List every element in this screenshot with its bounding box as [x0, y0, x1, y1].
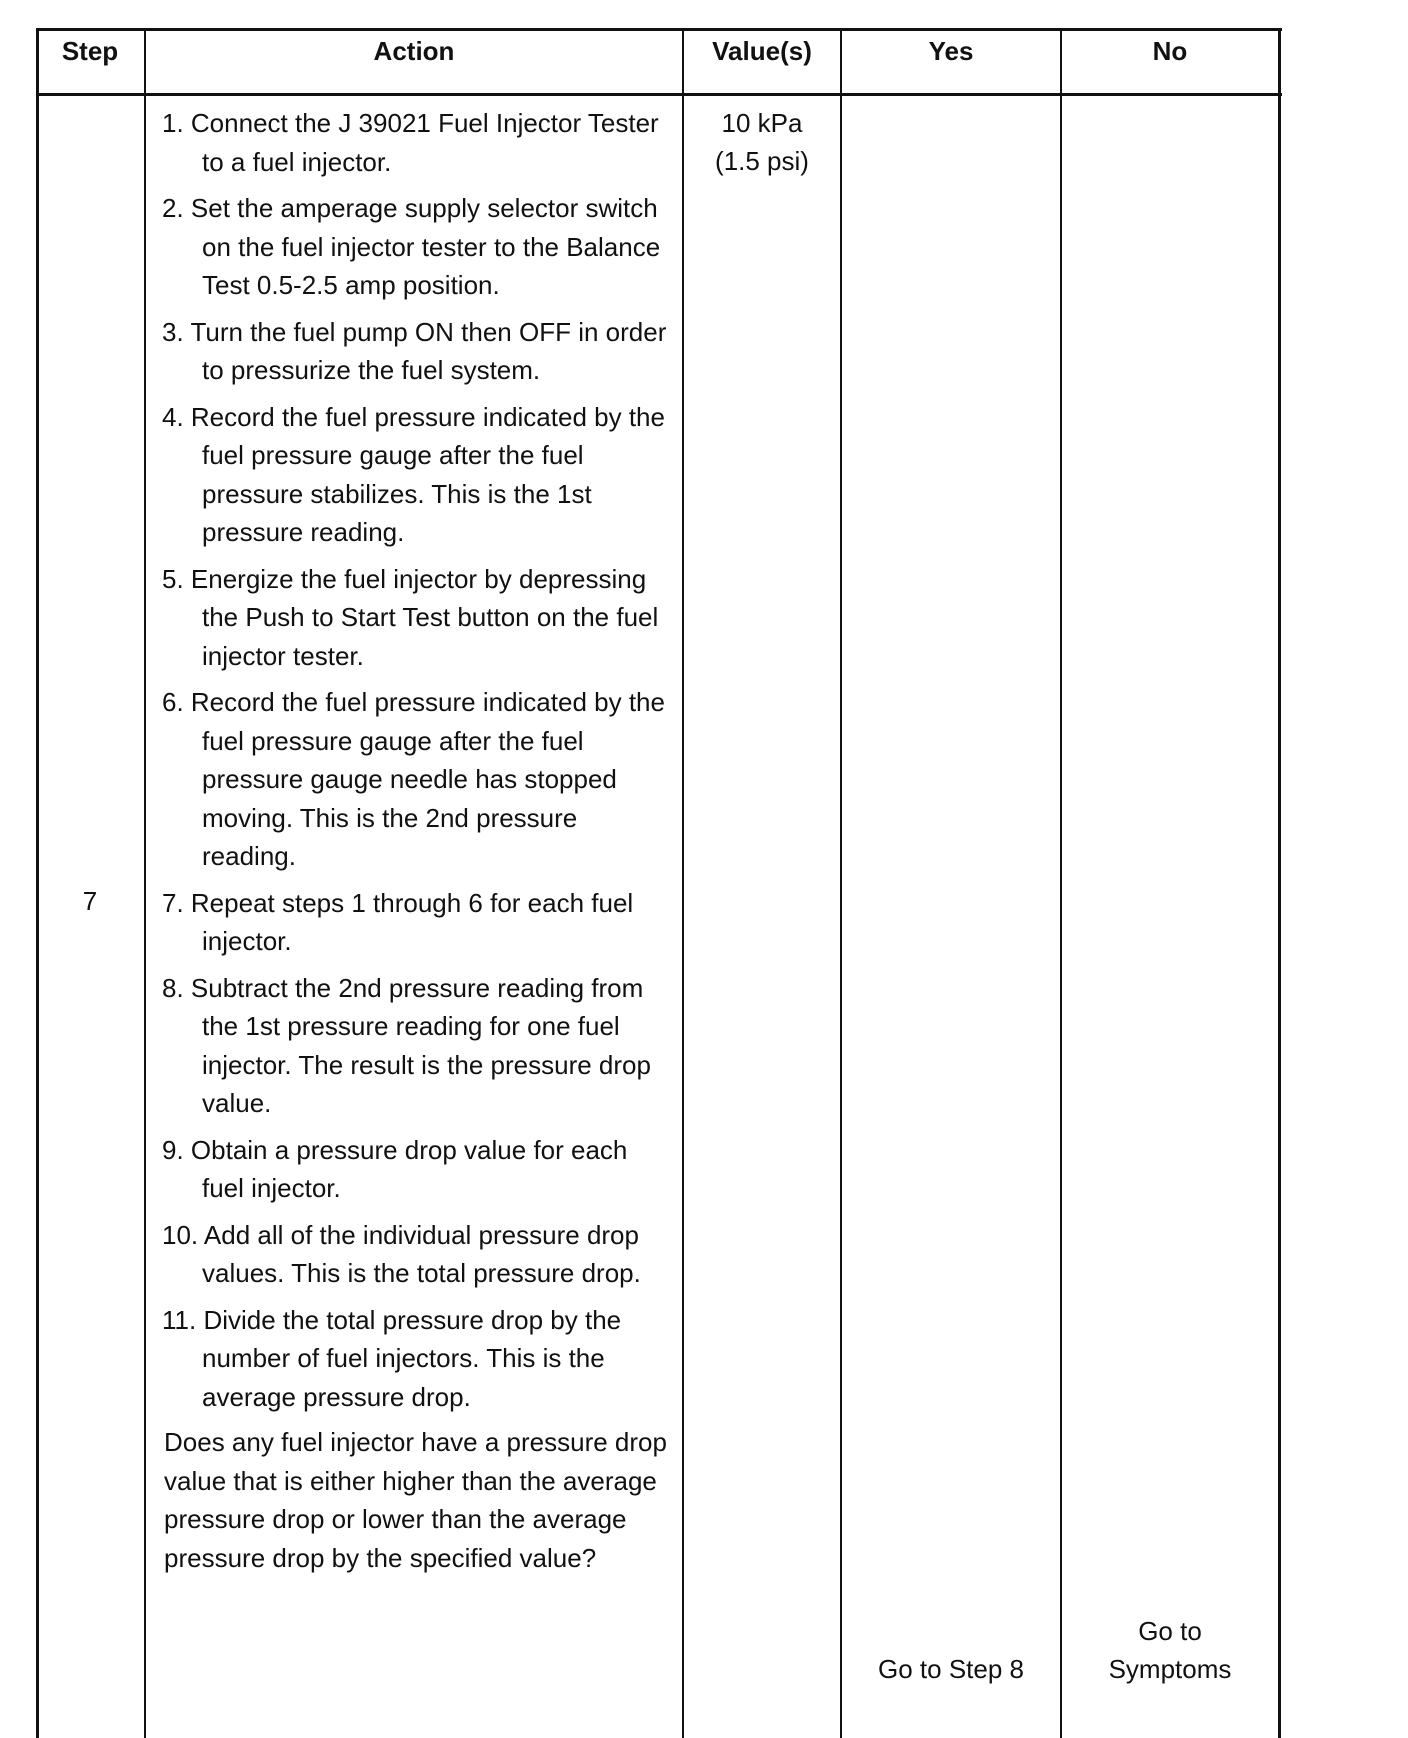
header-values: Value(s)	[712, 36, 812, 66]
action-cell	[162, 104, 672, 1577]
no-cell	[1062, 1612, 1278, 1688]
divider-action-values	[682, 28, 684, 1738]
no-symptoms: Symptoms	[1108, 1654, 1232, 1684]
header-no: No	[1152, 36, 1188, 66]
action-item-1: 1. Connect the J 39021 Fuel Injector Tester to a fuel injector.	[162, 108, 659, 177]
action-item-9: 9. Obtain a pressure drop value for each fuel injector.	[162, 1134, 628, 1203]
divider-yes-no	[1060, 28, 1062, 1738]
action-list	[162, 104, 672, 1416]
value-psi: (1.5 psi)	[715, 146, 809, 176]
header-yes: Yes	[928, 36, 974, 66]
action-item-8: 8. Subtract the 2nd pressure reading from the 1st pressure reading for one fuel injector. The result is the pressure drop value.	[162, 972, 651, 1118]
divider-step-action	[144, 28, 146, 1738]
header-action: Action	[373, 36, 455, 66]
left-border	[36, 28, 39, 1738]
no-go-to: Go to	[1138, 1616, 1202, 1646]
action-item-5: 5. Energize the fuel injector by depressing the Push to Start Test button on the fuel injector tester.	[162, 563, 659, 671]
yes-go-to-step: Go to Step 8	[878, 1654, 1024, 1684]
action-item-10: 10. Add all of the individual pressure drop values. This is the total pressure drop.	[162, 1219, 641, 1288]
action-item-4: 4. Record the fuel pressure indicated by the fuel pressure gauge after the fuel pressure stabilizes. This is the 1st pressure reading.	[162, 401, 665, 547]
right-border	[1278, 28, 1281, 1738]
header-step: Step	[61, 36, 119, 66]
table-top-border	[36, 28, 1282, 31]
header-bottom-border	[36, 93, 1282, 96]
values-cell	[684, 104, 840, 180]
divider-values-yes	[840, 28, 842, 1738]
action-item-3: 3. Turn the fuel pump ON then OFF in order to pressurize the fuel system.	[162, 316, 667, 385]
diagnostic-question: Does any fuel injector have a pressure drop value that is either higher than the average pressure drop or lower than the average pressure drop by the specified value?	[164, 1427, 667, 1573]
yes-cell	[842, 1650, 1060, 1688]
action-item-7: 7. Repeat steps 1 through 6 for each fuel injector.	[162, 887, 634, 956]
step-number: 7	[82, 886, 98, 916]
action-item-2: 2. Set the amperage supply selector switch on the fuel injector tester to the Balance Test 0.5-2.5 amp position.	[162, 193, 661, 300]
value-kpa: 10 kPa	[721, 108, 803, 138]
action-item-11: 11. Divide the total pressure drop by the number of fuel injectors. This is the average pressure drop.	[162, 1304, 622, 1412]
action-item-6: 6. Record the fuel pressure indicated by the fuel pressure gauge after the fuel pressure gauge needle has stopped moving. This is the 2nd pressure reading.	[162, 687, 665, 871]
